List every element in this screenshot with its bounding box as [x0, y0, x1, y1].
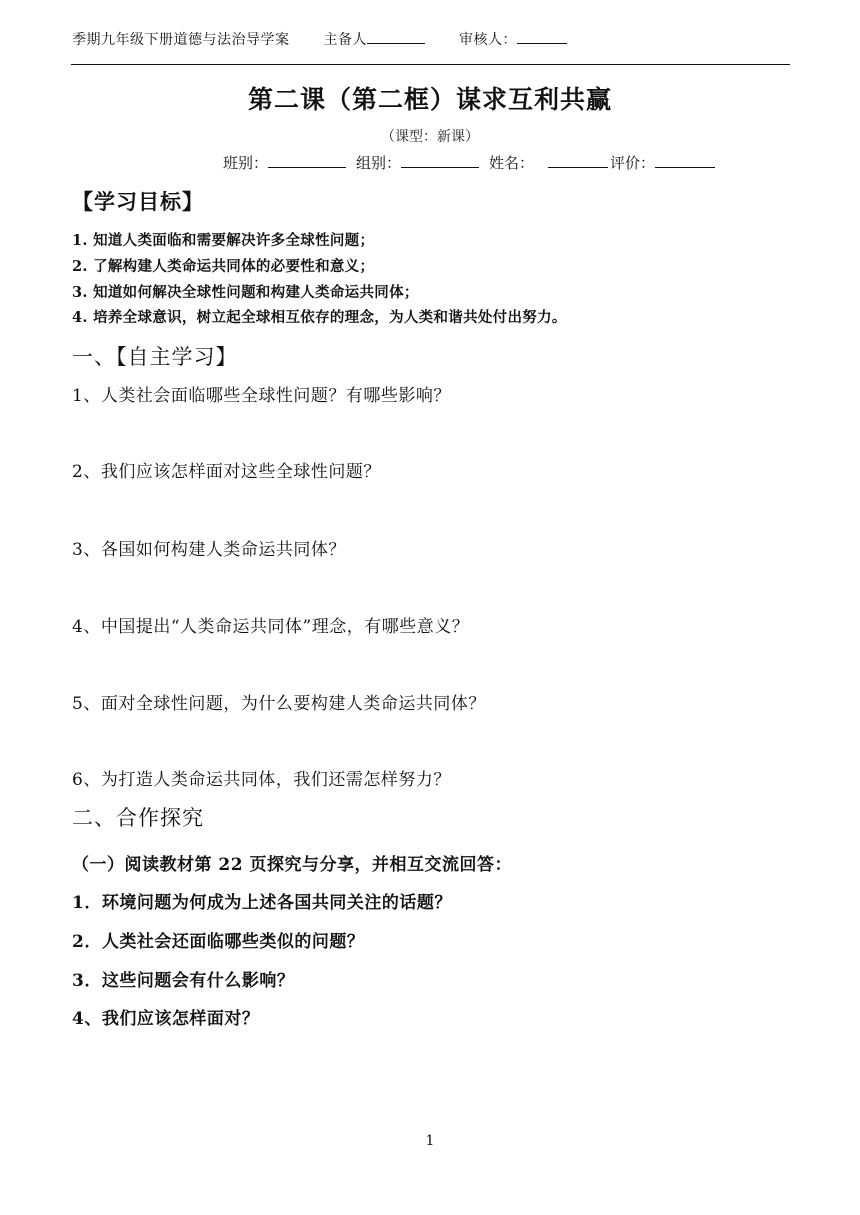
goal-item: 2. 了解构建人类命运共同体的必要性和意义； [72, 258, 375, 275]
page-number: 1 [425, 1133, 435, 1149]
class-blank[interactable] [268, 151, 346, 168]
cooperation-question: 3．这些问题会有什么影响？ [72, 971, 295, 991]
cooperation-heading: 二、合作探究 [72, 806, 204, 830]
header-title: 季期九年级下册道德与法治导学案 [72, 32, 290, 48]
page-header [72, 29, 567, 49]
lesson-title: 第二课（第二框）谋求互利共赢 [247, 85, 612, 114]
eval-label: 评价： [610, 154, 656, 172]
self-study-question: 1、人类社会面临哪些全球性问题？有哪些影响？ [72, 386, 451, 406]
eval-blank[interactable] [655, 151, 715, 168]
group-label: 组别： [356, 154, 402, 172]
self-study-question: 5、面对全球性问题，为什么要构建人类命运共同体？ [72, 694, 486, 714]
student-info-row [223, 151, 725, 173]
name-blank[interactable] [548, 151, 608, 168]
cooperation-question: 4、我们应该怎样面对？ [72, 1009, 260, 1029]
reviewer-label: 审核人： [459, 32, 517, 48]
self-study-question: 3、各国如何构建人类命运共同体？ [72, 540, 346, 560]
goal-item: 3. 知道如何解决全球性问题和构建人类命运共同体； [72, 284, 419, 301]
lesson-type: （课型：新课） [381, 129, 479, 145]
goals-heading: 【学习目标】 [72, 189, 204, 214]
preparer-blank[interactable] [367, 29, 425, 44]
class-label: 班别： [223, 154, 269, 172]
self-study-question: 4、中国提出“人类命运共同体”理念，有哪些意义？ [72, 617, 470, 637]
preparer-label: 主备人 [323, 32, 367, 48]
name-label: 姓名： [489, 154, 535, 172]
group-blank[interactable] [401, 151, 479, 168]
self-study-question: 6、为打造人类命运共同体，我们还需怎样努力？ [72, 770, 451, 790]
self-study-heading: 一、【自主学习】 [72, 345, 238, 369]
reviewer-blank[interactable] [517, 29, 567, 44]
cooperation-question: 2．人类社会还面临哪些类似的问题？ [72, 932, 365, 952]
self-study-question: 2、我们应该怎样面对这些全球性问题？ [72, 462, 381, 482]
cooperation-intro: （一）阅读教材第 22 页探究与分享，并相互交流回答： [72, 855, 512, 875]
header-divider [71, 64, 790, 65]
goal-item: 1. 知道人类面临和需要解决许多全球性问题； [72, 232, 375, 249]
goal-item: 4. 培养全球意识，树立起全球相互依存的理念，为人类和谐共处付出努力。 [72, 309, 567, 326]
cooperation-question: 1．环境问题为何成为上述各国共同关注的话题？ [72, 893, 452, 913]
